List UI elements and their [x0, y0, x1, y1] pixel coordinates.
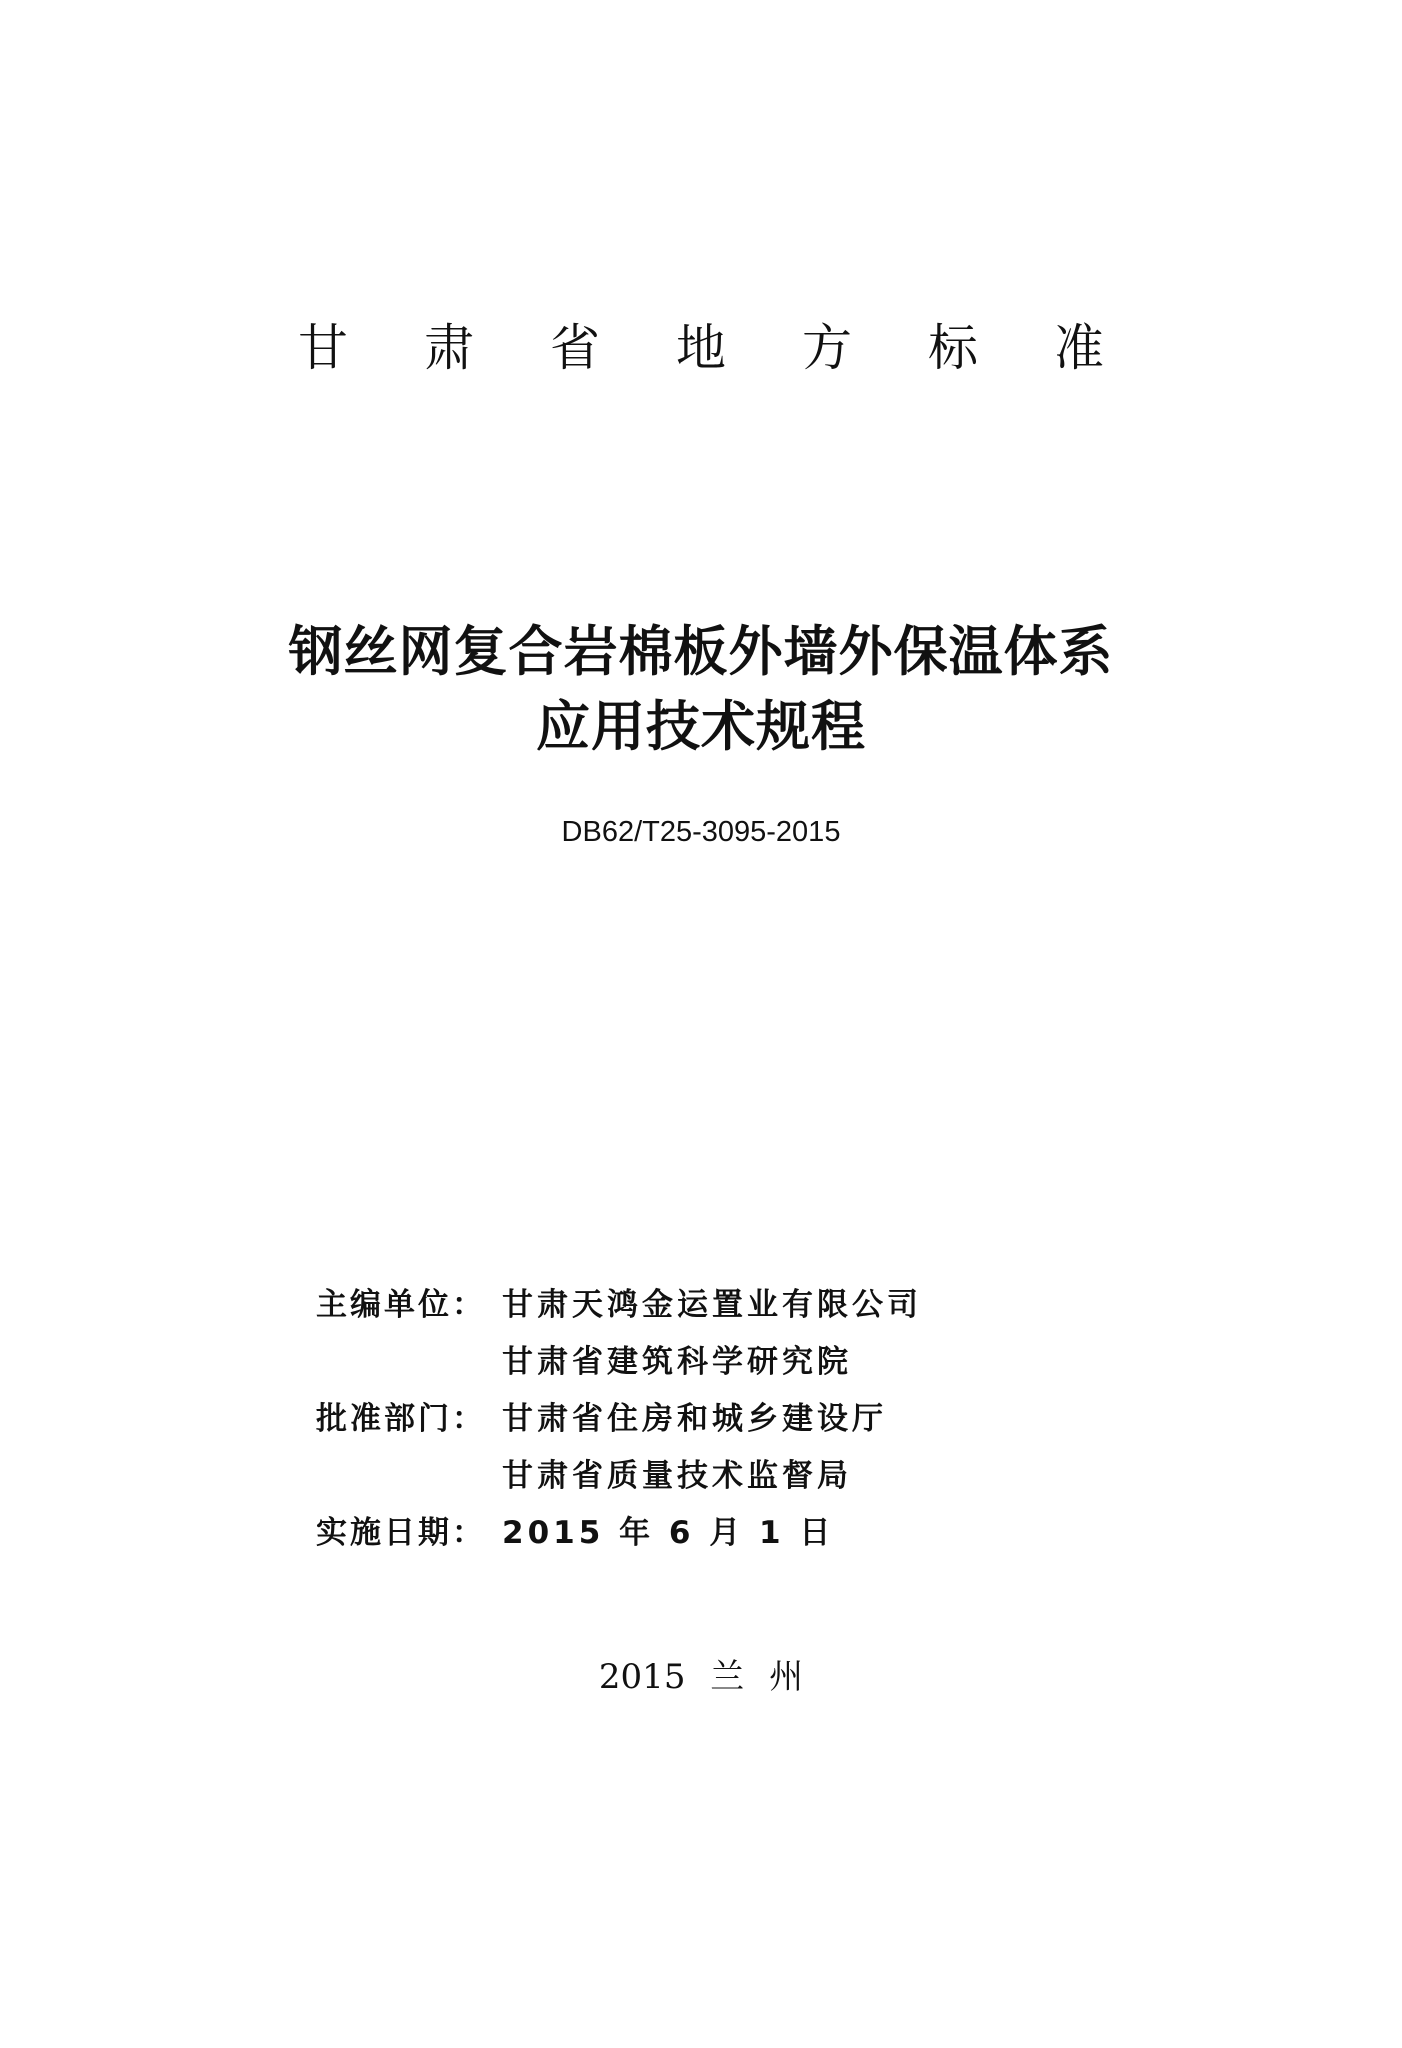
heading-char: 地 — [676, 319, 726, 377]
heading-char: 甘 — [298, 319, 348, 377]
heading-char: 肃 — [424, 319, 474, 377]
approval-row — [316, 1391, 922, 1448]
publication-place: 兰 州 — [710, 1657, 804, 1697]
approval-value-2: 甘肃省质量技术监督局 — [502, 1458, 852, 1494]
heading-char: 省 — [550, 319, 600, 377]
standard-code: DB62/T25-3095-2015 — [561, 816, 841, 848]
effective-date-label: 实施日期： — [316, 1515, 486, 1551]
publication-year: 2015 — [598, 1657, 686, 1697]
document-title-line-1: 钢丝网复合岩棉板外墙外保温体系 — [288, 620, 1114, 683]
approval-row-2 — [316, 1448, 922, 1505]
editor-value-2: 甘肃省建筑科学研究院 — [502, 1344, 852, 1380]
document-info-block — [316, 1277, 922, 1562]
heading-char: 标 — [928, 319, 978, 377]
editor-row-2 — [316, 1334, 922, 1391]
standard-category-heading — [0, 318, 1402, 378]
approval-label: 批准部门： — [316, 1401, 486, 1437]
editor-value-1: 甘肃天鸿金运置业有限公司 — [502, 1287, 922, 1323]
document-title-line-2: 应用技术规程 — [536, 695, 866, 758]
effective-date-value: 2015 年 6 月 1 日 — [502, 1515, 835, 1551]
empty-label — [316, 1334, 502, 1391]
heading-char: 准 — [1054, 319, 1104, 377]
publication-footer — [0, 1652, 1402, 1702]
heading-char: 方 — [802, 319, 852, 377]
editor-row — [316, 1277, 922, 1334]
editor-label: 主编单位： — [316, 1287, 486, 1323]
effective-date-row — [316, 1505, 922, 1562]
empty-label — [316, 1448, 502, 1505]
approval-value-1: 甘肃省住房和城乡建设厅 — [502, 1401, 887, 1437]
